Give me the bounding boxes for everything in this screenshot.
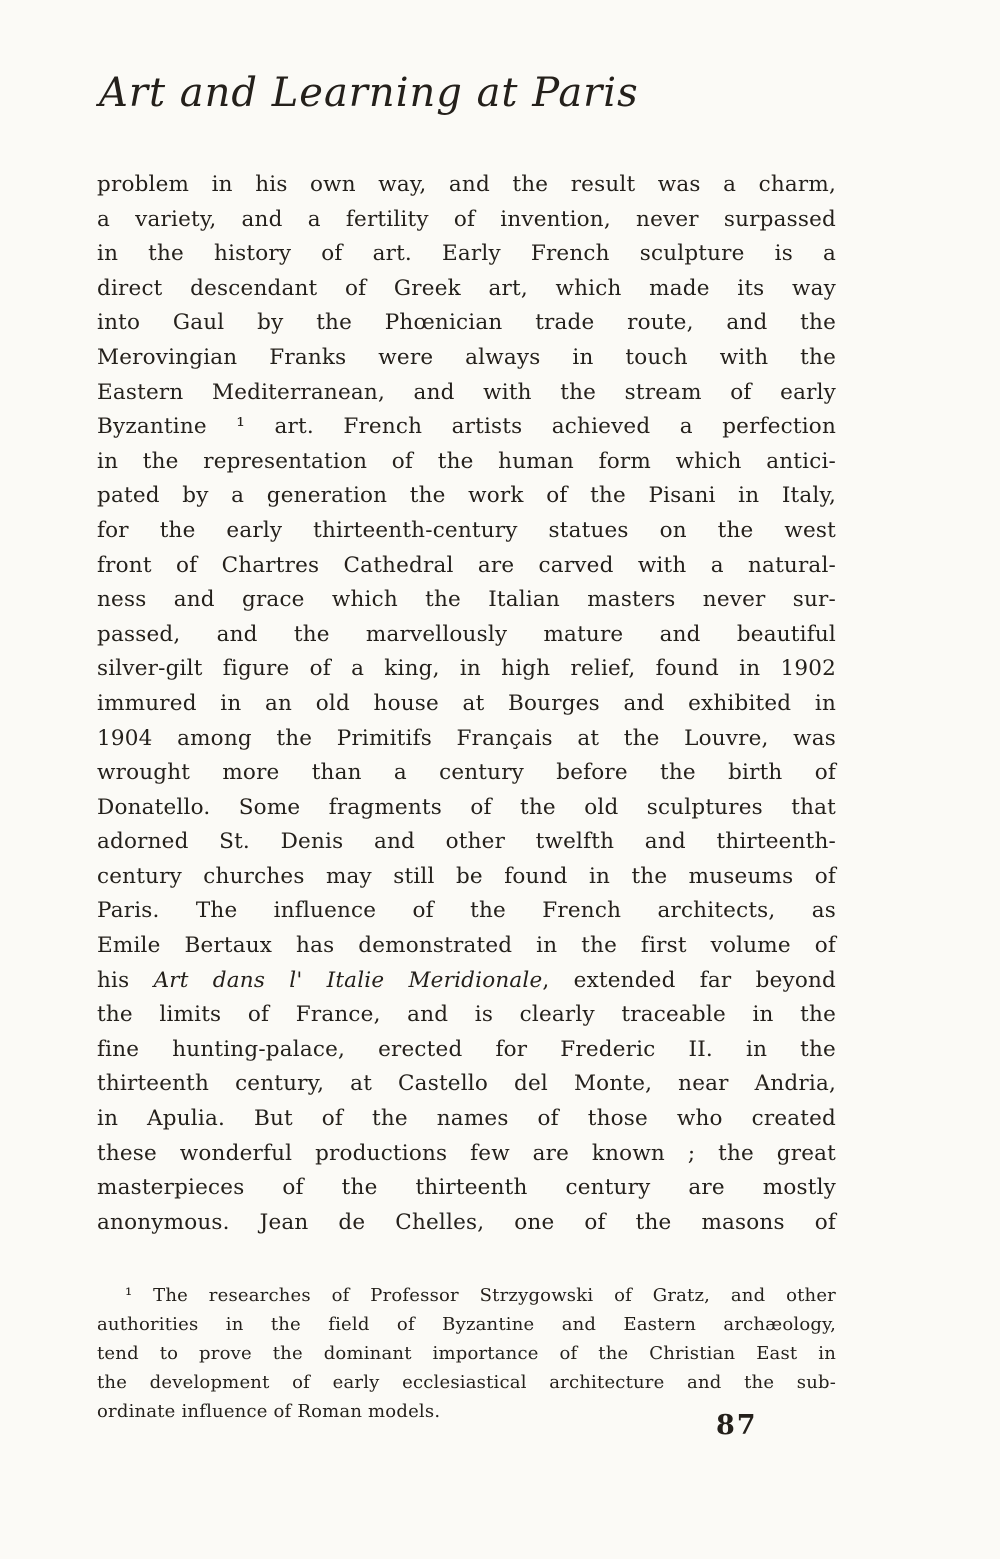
text-segment: direct descendant of Greek art, which made its way (97, 275, 836, 301)
text-line (97, 549, 836, 584)
text-segment: , extended far beyond (542, 967, 836, 993)
text-segment: Donatello. Some fragments of the old sculptures that (97, 794, 836, 820)
text-line (97, 860, 836, 895)
text-segment: wrought more than a century before the birth of (97, 760, 836, 786)
text-segment: in Apulia. But of the names of those who created (97, 1106, 836, 1132)
text-segment: the limits of France, and is clearly traceable in the (97, 1002, 836, 1028)
text-line (97, 998, 836, 1033)
text-line (97, 410, 836, 445)
text-segment: ness and grace which the Italian masters never sur- (97, 587, 836, 613)
text-line (97, 652, 836, 687)
text-segment: problem in his own way, and the result was a charm, (97, 172, 836, 197)
text-segment: a variety, and a fertility of invention, never surpassed (97, 206, 836, 232)
text-segment: anonymous. Jean de Chelles, one of the masons of (97, 1209, 836, 1235)
italic-text: Art dans l' Italie Meridionale (153, 967, 543, 993)
text-segment: front of Chartres Cathedral are carved with a natural- (97, 552, 836, 578)
text-segment: ordinate influence of Roman models. (97, 1401, 441, 1422)
text-segment: 1904 among the Primitifs Français at the Louvre, was (97, 725, 836, 751)
text-segment: adorned St. Denis and other twelfth and thirteenth- (97, 829, 836, 855)
text-segment: passed, and the marvellously mature and beautiful (97, 621, 836, 647)
text-segment: authorities in the field of Byzantine and Eastern archæology, (97, 1314, 836, 1335)
text-line (97, 1171, 836, 1206)
text-line (97, 722, 836, 757)
text-line (97, 791, 836, 826)
text-line (97, 894, 836, 929)
text-line (97, 1368, 836, 1397)
text-line (97, 1033, 836, 1068)
text-line (97, 618, 836, 653)
text-segment: thirteenth century, at Castello del Monte, near Andria, (97, 1071, 836, 1097)
text-line (97, 1102, 836, 1137)
text-line (97, 825, 836, 860)
page-number: 87 (716, 1410, 758, 1441)
text-line (97, 583, 836, 618)
text-line (97, 687, 836, 722)
text-segment: the development of early ecclesiastical architecture and the sub- (97, 1372, 836, 1393)
text-line (97, 445, 836, 480)
text-segment: Paris. The influence of the French architects, as (97, 898, 836, 924)
text-line (97, 964, 836, 999)
text-segment: these wonderful productions few are known ; the great (97, 1140, 836, 1166)
text-line (97, 1281, 836, 1310)
text-line (97, 237, 836, 272)
text-line (97, 929, 836, 964)
body-text (97, 168, 836, 1240)
text-segment: century churches may still be found in the museums of (97, 863, 836, 889)
text-line (97, 1339, 836, 1368)
text-segment: into Gaul by the Phœnician trade route, and the (97, 310, 836, 336)
text-segment: masterpieces of the thirteenth century are mostly (97, 1175, 836, 1201)
text-segment: Byzantine ¹ art. French artists achieved a perfection (97, 414, 836, 440)
text-segment: in the history of art. Early French sculpture is a (97, 241, 836, 267)
text-line (97, 514, 836, 549)
text-line (97, 168, 836, 203)
text-line (97, 272, 836, 307)
text-line (97, 1310, 836, 1339)
text-line (97, 1137, 836, 1172)
text-line (97, 341, 836, 376)
text-line (97, 479, 836, 514)
text-line (97, 306, 836, 341)
text-segment: tend to prove the dominant importance of the Christian East in (97, 1343, 836, 1364)
text-segment: ¹ The researches of Professor Strzygowski of Gratz, and other (125, 1285, 836, 1306)
text-line (97, 756, 836, 791)
text-line (97, 1067, 836, 1102)
text-line (97, 1206, 836, 1241)
text-segment: his (97, 967, 154, 993)
page-title: Art and Learning at Paris (99, 70, 639, 116)
text-line (97, 203, 836, 238)
text-segment: immured in an old house at Bourges and exhibited in (97, 690, 836, 716)
text-segment: for the early thirteenth-century statues on the west (97, 517, 836, 543)
text-segment: silver-gilt figure of a king, in high relief, found in 1902 (97, 656, 836, 682)
text-segment: Eastern Mediterranean, and with the stream of early (97, 379, 836, 405)
text-segment: Emile Bertaux has demonstrated in the first volume of (97, 933, 836, 959)
text-segment: Merovingian Franks were always in touch with the (97, 344, 836, 370)
text-segment: fine hunting-palace, erected for Frederic II. in the (97, 1036, 836, 1062)
footnote (97, 1281, 836, 1426)
text-segment: in the representation of the human form which antici- (97, 448, 836, 474)
text-segment: pated by a generation the work of the Pisani in Italy, (97, 483, 836, 509)
text-line (97, 376, 836, 411)
